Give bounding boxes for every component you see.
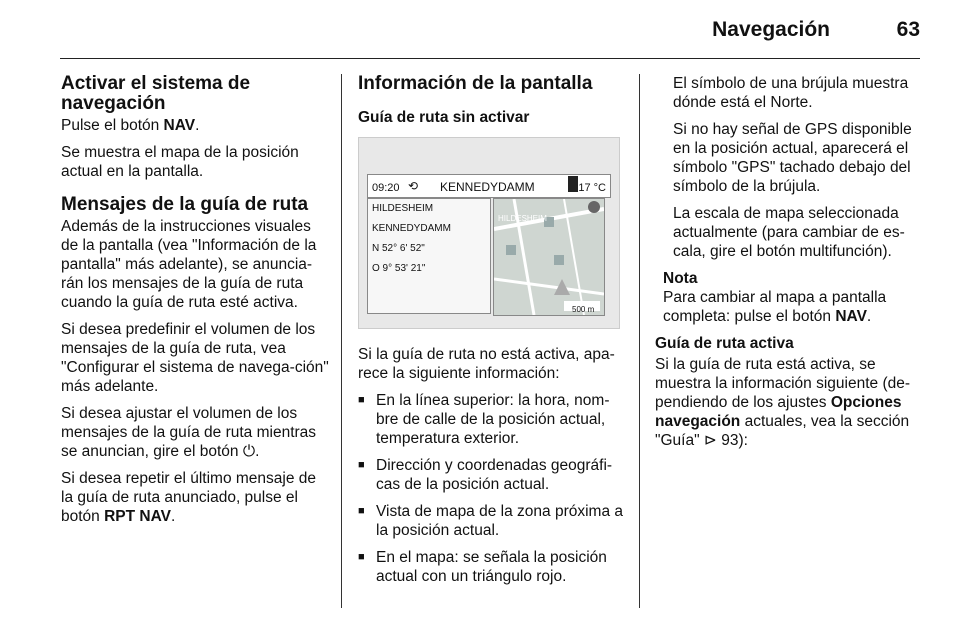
para-escala: La escala de mapa seleccionada actualmente (para cambiar de es-cala, gire el botón multifunción). — [673, 205, 905, 260]
screen-street: KENNEDYDAMM — [440, 180, 535, 194]
para-mensajes-3: Si desea ajustar el volumen de los mensajes de la guía de ruta mientras se anuncian, gire el botón ⏻. — [61, 405, 317, 460]
column-divider-2 — [639, 74, 640, 608]
gps-icon: ⟲ — [408, 179, 419, 193]
thermometer-icon — [568, 176, 578, 192]
screen-top-bar — [367, 174, 611, 198]
column-2 — [358, 74, 626, 594]
page-number: 63 — [896, 18, 920, 41]
para-activa: Si la guía de ruta está activa, se muestra la información siguiente (de-pendiendo de los ajustes Opciones navegación actuales, vea la sección "Guía" ⊳ 93): — [655, 356, 911, 449]
list-item: ■ En la línea superior: la hora, nom-bre de calle de la posición actual, temperatura exterior. — [358, 391, 626, 448]
list-item: ■ Vista de mapa de la zona próxima a la posición actual. — [358, 502, 626, 540]
column-3 — [655, 74, 921, 458]
parking-icon — [554, 255, 564, 265]
heading-mensajes: Mensajes de la guía de ruta — [61, 194, 309, 215]
screen-city: HILDESHEIM — [372, 203, 434, 214]
note-box — [655, 269, 921, 326]
para-mensajes-1: Además de la instrucciones visuales de la pantalla (vea "Información de la pantalla" más adelante), se anuncia-rán los mensajes de la guía de ruta cuando la guía de ruta esté activa. — [61, 218, 317, 311]
column-1 — [61, 74, 329, 534]
para-mensajes-2: Si desea predefinir el volumen de los mensajes de la guía de ruta, vea "Configurar el sistema de navega-ción" más adelante. — [61, 321, 329, 395]
para-mensajes-4: Si desea repetir el último mensaje de la guía de ruta anunciado, pulse el botón RPT NAV. — [61, 470, 317, 525]
page-header — [60, 10, 920, 54]
screen-position-panel — [367, 198, 491, 314]
para-gps: Si no hay señal de GPS disponible en la posición actual, aparecerá el símbolo "GPS" tachado debajo del símbolo de la brújula. — [673, 121, 912, 195]
para-intro: Si la guía de ruta no está activa, apa-rece la siguiente información: — [358, 346, 615, 382]
info-list — [358, 391, 626, 586]
map-city-label: HILDESHEIM — [498, 214, 547, 223]
parking-icon — [506, 245, 516, 255]
screen-lon: O 9° 53' 21" — [372, 263, 426, 274]
note-heading: Nota — [663, 270, 698, 287]
heading-sin-activar: Guía de ruta sin activar — [358, 109, 530, 126]
para-brujula: El símbolo de una brújula muestra dónde está el Norte. — [673, 75, 909, 111]
screen-lat: N 52° 6' 52" — [372, 243, 425, 254]
heading-info: Información de la pantalla — [358, 73, 593, 94]
nav-button-label-2: NAV — [835, 308, 867, 325]
nav-screen-illustration — [358, 137, 620, 329]
list-item: ■ En el mapa: se señala la posición actual con un triángulo rojo. — [358, 548, 626, 586]
screen-temp: 17 °C — [578, 182, 606, 194]
page-title: Navegación — [712, 18, 830, 41]
compass-icon — [588, 201, 600, 213]
para-mapa: Se muestra el mapa de la posición actual en la pantalla. — [61, 144, 299, 180]
rpt-nav-button-label: RPT NAV — [104, 508, 171, 525]
note-text: Para cambiar al mapa a pantalla completa: pulse el botón NAV. — [663, 289, 887, 325]
opciones-navegacion-label: Opciones navegación — [655, 394, 902, 430]
heading-activar: Activar el sistema de navegación — [61, 73, 251, 114]
screen-street2: KENNEDYDAMM — [372, 223, 451, 234]
screen-map — [493, 198, 605, 316]
screen-time: 09:20 — [372, 182, 400, 194]
para-activar: Pulse el botón NAV. — [61, 117, 200, 134]
map-scale: 500 m — [572, 305, 595, 314]
nav-button-label: NAV — [163, 117, 196, 134]
column-divider-1 — [341, 74, 342, 608]
header-rule — [60, 58, 920, 59]
heading-activa: Guía de ruta activa — [655, 335, 794, 352]
list-item: ■ Dirección y coordenadas geográfi-cas de la posición actual. — [358, 456, 626, 494]
